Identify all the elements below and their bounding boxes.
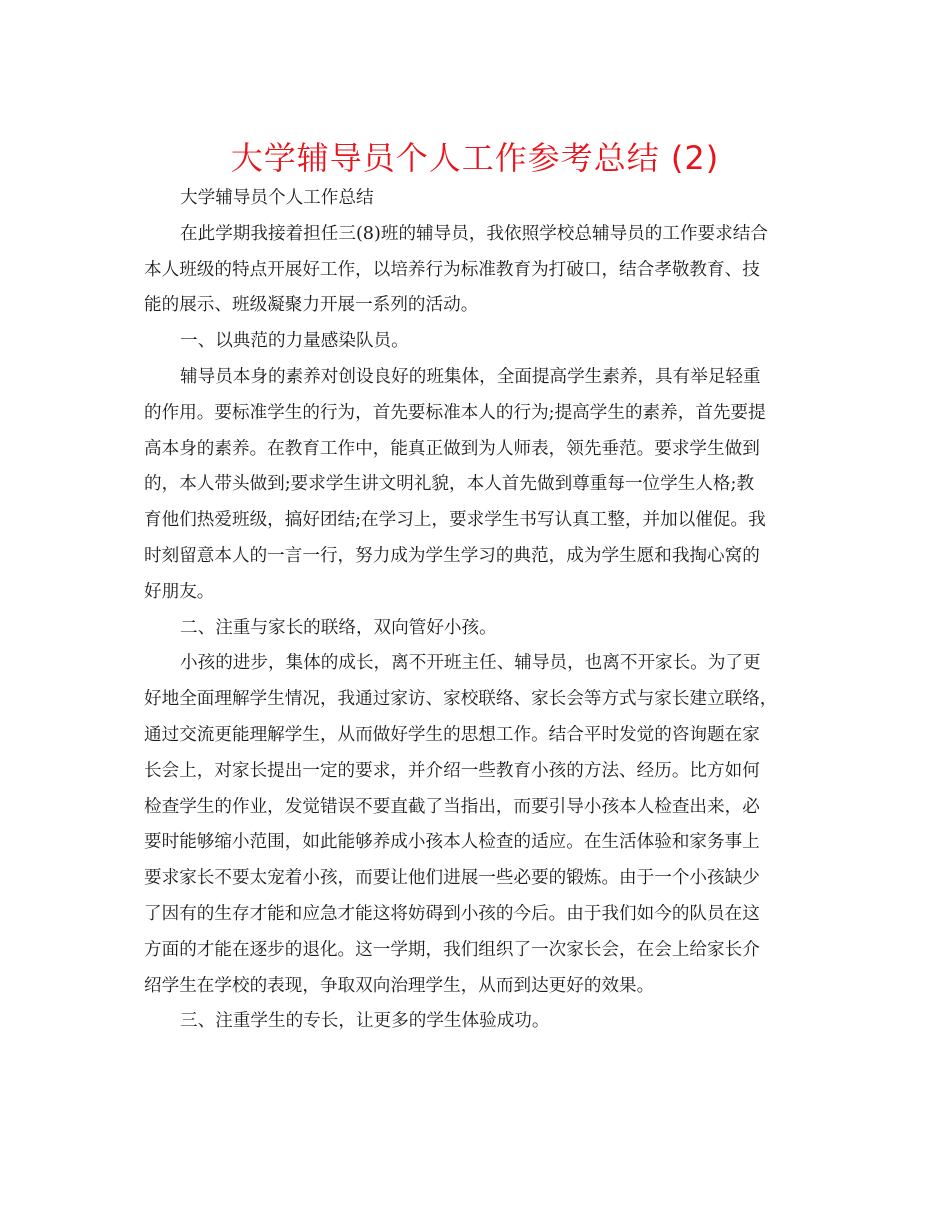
- body-line: 要时能够缩小范围，如此能够养成小孩本人检查的适应。在生活体验和家务事上: [144, 832, 760, 853]
- body-line: 辅导员本身的素养对创设良好的班集体，全面提高学生素养，具有举足轻重: [180, 366, 761, 387]
- body-line: 大学辅导员个人工作总结: [180, 188, 374, 208]
- body-line: 高本身的素养。在教育工作中，能真正做到为人师表，领先垂范。要求学生做到: [144, 438, 760, 459]
- body-line: 通过交流更能理解学生，从而做好学生的思想工作。结合平时发觉的咨询题在家: [144, 724, 760, 745]
- body-line: 小孩的进步，集体的成长，离不开班主任、辅导员，也离不开家长。为了更: [180, 653, 761, 674]
- body-line: 好朋友。: [144, 581, 215, 602]
- body-line: 方面的才能在逐步的退化。这一学期，我们组织了一次家长会，在会上给家长介: [144, 939, 760, 960]
- body-line: 育他们热爱班级，搞好团结;在学习上，要求学生书写认真工整，并加以催促。我: [144, 510, 766, 531]
- body-line: 要求家长不要太宠着小孩，而要让他们进展一些必要的锻炼。由于一个小孩缺少: [144, 868, 760, 889]
- body-line: 能的展示、班级凝聚力开展一系列的活动。: [144, 295, 479, 316]
- body-line: 时刻留意本人的一言一行，努力成为学生学习的典范，成为学生愿和我掏心窝的: [144, 545, 760, 566]
- body-line: 在此学期我接着担任三(8)班的辅导员，我依照学校总辅导员的工作要求结合: [180, 223, 768, 244]
- body-line: 一、以典范的力量感染队员。: [180, 331, 409, 352]
- document-body: [144, 181, 808, 1040]
- body-line: 的，本人带头做到;要求学生讲文明礼貌，本人首先做到尊重每一位学生人格;教: [144, 474, 755, 495]
- body-line: 长会上，对家长提出一定的要求，并介绍一些教育小孩的方法、经历。比方如何: [144, 760, 760, 781]
- body-line: 本人班级的特点开展好工作，以培养行为标准教育为打破口，结合孝敬教育、技: [144, 259, 760, 280]
- body-line: 绍学生在学校的表现，争取双向治理学生，从而到达更好的效果。: [144, 975, 655, 996]
- body-line: 的作用。要标准学生的行为，首先要标准本人的行为;提高学生的素养，首先要提: [144, 402, 766, 423]
- document-title: 大学辅导员个人工作参考总结 (2): [230, 139, 720, 177]
- body-line: 了因有的生存才能和应急才能这将妨碍到小孩的今后。由于我们如今的队员在这: [144, 903, 760, 924]
- body-line: 三、注重学生的专长，让更多的学生体验成功。: [180, 1011, 550, 1032]
- body-line: 好地全面理解学生情况，我通过家访、家校联络、家长会等方式与家长建立联络，: [144, 689, 778, 710]
- body-line: 二、注重与家长的联络，双向管好小孩。: [180, 617, 497, 638]
- body-line: 检查学生的作业，发觉错误不要直截了当指出，而要引导小孩本人检查出来，必: [144, 796, 760, 817]
